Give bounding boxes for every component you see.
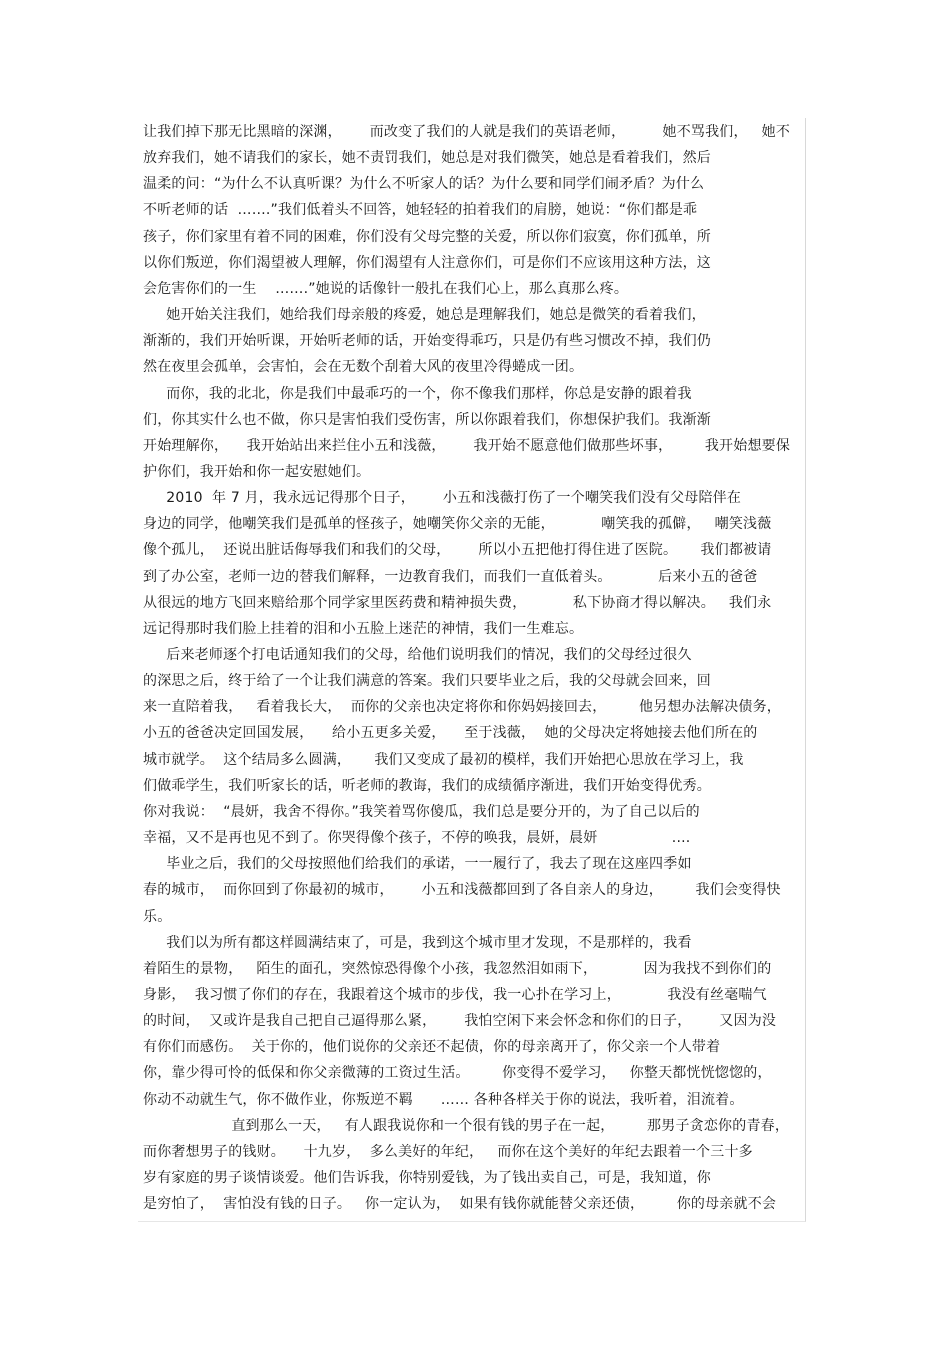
text-line: 渐渐的，我们开始听课，开始听老师的话，开始变得乖巧，只是仍有些习惯改不掉，我们仍 — [143, 333, 711, 350]
text-line: 的时间， 又或许是我自己把自己逼得那么紧， 我怕空闲下来会怀念和你们的日子， 又因为没 — [143, 1013, 777, 1030]
text-line: 让我们掉下那无比黑暗的深渊， 而改变了我们的人就是我们的英语老师， 她不骂我们， 她不 — [143, 124, 791, 140]
text-line: 远记得那时我们脸上挂着的泪和小五脸上迷茫的神情，我们一生难忘。 — [143, 620, 584, 637]
text-line: 孩子，你们家里有着不同的困难，你们没有父母完整的关爱，所以你们寂寞，你们孤单，所 — [143, 228, 711, 245]
text-line: 是穷怕了， 害怕没有钱的日子。 你一定认为， 如果有钱你就能替父亲还债， 你的母亲就不会 — [143, 1196, 777, 1213]
text-line: 岁有家庭的男子谈情谈爱。他们告诉我，你特别爱钱，为了钱出卖自己，可是，我知道，你 — [143, 1170, 711, 1186]
text-line: 城市就学。 这个结局多么圆满， 我们又变成了最初的模样，我们开始把心思放在学习上，我 — [143, 751, 744, 768]
text-line: 们，你其实什么也不做，你只是害怕我们受伤害，所以你跟着我们，你想保护我们。我渐渐 — [143, 411, 711, 428]
text-line: 而你奢想男子的钱财。 十九岁， 多么美好的年纪， 而你在这个美好的年纪去跟着一个三十多 — [143, 1143, 753, 1160]
text-line: 我们以为所有都这样圆满结束了，可是，我到这个城市里才发现，不是那样的，我看 — [143, 934, 692, 951]
text-line: 的深思之后，终于给了一个让我们满意的答案。我们只要毕业之后，我的父母就会回来，回 — [143, 673, 711, 690]
text-line: 开始理解你， 我开始站出来拦住小五和浅薇， 我开始不愿意他们做那些坏事， 我开始想要保 — [143, 437, 791, 454]
text-line: 们做乖学生，我们听家长的话，听老师的教诲，我们的成绩循序渐进，我们开始变得优秀。 — [143, 777, 711, 794]
text-line: 幸福，又不是再也见不到了。你哭得像个孩子，不停的唤我，晨妍，晨妍 .... — [143, 830, 691, 846]
text-line: 你，靠少得可怜的低保和你父亲微薄的工资过生活。 你变得不爱学习， 你整天都恍恍惚惚的， — [143, 1065, 772, 1082]
text-line: 而你，我的北北，你是我们中最乖巧的一个，你不像我们那样，你总是安静的跟着我 — [143, 385, 692, 402]
text-line: 从很远的地方飞回来赔给那个同学家里医药费和精神损失费， 私下协商才得以解决。 我们永 — [143, 594, 772, 611]
text-line: 着陌生的景物， 陌生的面孔，突然惊恐得像个小孩，我忽然泪如雨下， 因为我找不到你们的 — [143, 960, 772, 977]
text-line: 她开始关注我们，她给我们母亲般的疼爱，她总是理解我们，她总是微笑的看着我们， — [143, 307, 706, 323]
text-line: 乐。 — [143, 908, 172, 925]
text-line: 毕业之后，我们的父母按照他们给我们的承诺，一一履行了，我去了现在这座四季如 — [143, 856, 692, 873]
text-line: 然在夜里会孤单，会害怕，会在无数个刮着大风的夜里冷得蜷成一团。 — [143, 359, 584, 376]
text-line: 身影， 我习惯了你们的存在，我跟着这个城市的步伐，我一心扑在学习上， 我没有丝毫喘气 — [143, 986, 767, 1003]
text-line: 身边的同学，他嘲笑我们是孤单的怪孩子，她嘲笑你父亲的无能， 嘲笑我的孤僻， 嘲笑浅薇 — [143, 516, 772, 533]
text-line: 你对我说： “晨妍，我舍不得你。”我笑着骂你傻瓜，我们总是要分开的，为了自己以后的 — [143, 803, 700, 820]
text-line: 春的城市， 而你回到了你最初的城市， 小五和浅薇都回到了各自亲人的身边， 我们会变得快 — [143, 882, 781, 899]
text-line: 温柔的问：“为什么不认真听课？为什么不听家人的话？为什么要和同学们闹矛盾？为什么 — [143, 176, 705, 193]
text-line: 2010 年 7 月，我永远记得那个日子， 小五和浅薇打伤了一个嘲笑我们没有父母陪伴在 — [143, 490, 742, 507]
text-line: 不听老师的话 …….”我们低着头不回答，她轻轻的拍着我们的肩膀，她说：“你们都是乖 — [143, 202, 698, 219]
text-line: 放弃我们，她不请我们的家长，她不责罚我们，她总是对我们微笑，她总是看着我们，然后 — [143, 150, 711, 167]
text-line: 以你们叛逆，你们渴望被人理解，你们渴望有人注意你们，可是你们不应该用这种方法，这 — [143, 254, 711, 271]
text-line: 护你们，我开始和你一起安慰她们。 — [143, 463, 371, 480]
text-line: 到了办公室，老师一边的替我们解释，一边教育我们，而我们一直低着头。 后来小五的爸爸 — [143, 568, 758, 585]
text-line: 有你们而感伤。 关于你的，他们说你的父亲还不起债，你的母亲离开了，你父亲一个人带着 — [143, 1039, 721, 1056]
text-line: 你动不动就生气，你不做作业，你叛逆不羁 …… 各种各样关于你的说法，我听着，泪流着。 — [143, 1091, 744, 1108]
text-line: 像个孤儿， 还说出脏话侮辱我们和我们的父母， 所以小五把他打得住进了医院。 我们都被请 — [143, 542, 772, 559]
text-line: 会危害你们的一生 …….”她说的话像针一般扎在我们心上，那么真那么疼。 — [143, 280, 629, 297]
text-line: 小五的爸爸决定回国发展， 给小五更多关爱， 至于浅薇， 她的父母决定将她接去他们所在的 — [143, 725, 758, 742]
text-line: 直到那么一天， 有人跟我说你和一个很有钱的男子在一起， 那男子贪恋你的青春， — [143, 1117, 790, 1134]
text-line: 后来老师逐个打电话通知我们的父母，给他们说明我们的情况，我们的父母经过很久 — [143, 647, 692, 663]
text-line: 来一直陪着我， 看着我长大， 而你的父亲也决定将你和你妈妈接回去， 他另想办法解决债务， — [143, 699, 781, 716]
